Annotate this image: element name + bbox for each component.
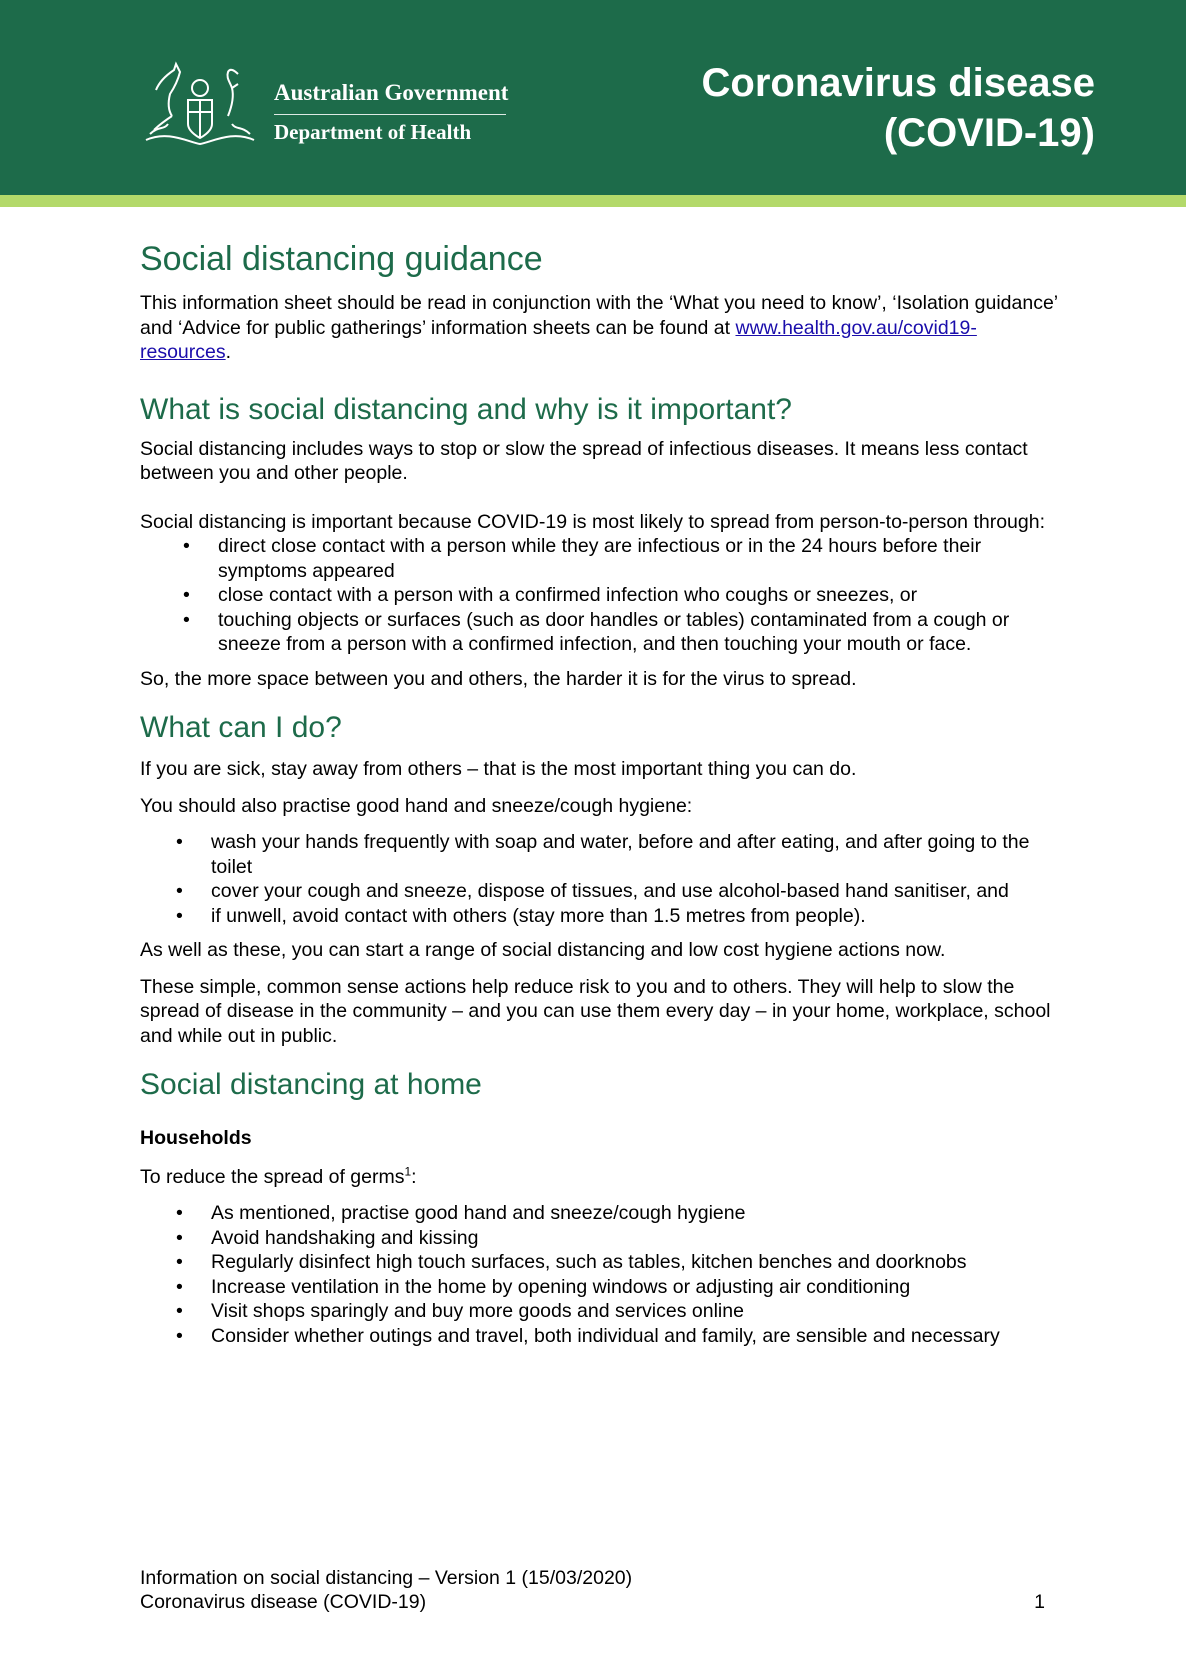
bullet-icon: • [176,1202,183,1224]
list-item [140,904,1060,929]
section-heading-what-can-i-do: What can I do? [140,711,342,744]
list-item-text: Regularly disinfect high touch surfaces, such as tables, kitchen benches and doorknobs [211,1251,967,1273]
intro-text: This information sheet should be read in conjunction with the ‘What you need to know’, ‘Isolation guidance’ and ‘Advice for public gatherings’ information sheets can be found at [140,292,1058,339]
list-item [140,1299,1060,1324]
bullet-icon: • [176,1251,183,1273]
department-name: Department of Health [274,120,472,144]
list-item-text: Increase ventilation in the home by opening windows or adjusting air conditioning [211,1275,911,1298]
banner-title-line1: Coronavirus disease [701,61,1095,105]
list-item-text: wash your hands frequently with soap and water, before and after eating, and after going to the toilet [211,831,1030,878]
intro-paragraph [140,291,1060,365]
page-number: 1 [1034,1591,1045,1613]
bullet-icon: • [176,1324,183,1347]
bullet-icon: • [183,608,190,631]
coat-of-arms-icon [138,60,262,150]
header-accent-stripe [0,195,1186,207]
list-item-text: Avoid handshaking and kissing [211,1226,479,1249]
section-heading-home: Social distancing at home [140,1068,482,1101]
footer-version: Information on social distancing – Version 1 (15/03/2020) [140,1567,633,1589]
bullet-icon: • [183,535,190,557]
paragraph: Social distancing includes ways to stop or slow the spread of infectious diseases. It means less contact between you and other people. [140,437,1028,484]
bullet-icon: • [176,1300,183,1322]
lead-end: : [411,1165,417,1188]
list-item-text: close contact with a person with a confirmed infection who coughs or sneezes, or [218,584,918,606]
bullet-icon: • [176,831,183,853]
section-heading-what-is: What is social distancing and why is it important? [140,392,792,426]
footer-topic: Coronavirus disease (COVID-19) [140,1591,427,1613]
hygiene-list [140,830,1060,928]
bullet-icon: • [176,1226,183,1249]
list-item-text: Consider whether outings and travel, both individual and family, are sensible and necessary [211,1324,1000,1347]
banner-title-line2: (COVID-19) [883,111,1095,155]
list-item [140,879,1060,904]
list-item [140,1250,1060,1275]
paragraph: So, the more space between you and others, the harder it is for the virus to spread. [140,667,857,690]
list-item-text: As mentioned, practise good hand and sneeze/cough hygiene [211,1202,746,1224]
list-item-text: if unwell, avoid contact with others (stay more than 1.5 metres from people). [211,904,866,927]
page-footer [140,1566,1045,1614]
bullet-icon: • [176,880,183,902]
subheading-households: Households [140,1127,252,1149]
list-item [140,830,1060,879]
document-body [140,235,1060,1358]
paragraph: As well as these, you can start a range of social distancing and low cost hygiene actions now. [140,939,946,961]
list-item [140,583,1060,608]
lead-paragraph [140,1165,1060,1190]
list-item-text: touching objects or surfaces (such as door handles or tables) contaminated from a cough or sneeze from a person with a confirmed infection, and then touching your mouth or face. [218,608,1010,655]
banner-title [702,58,1096,158]
spread-list [140,534,1060,657]
households-list [140,1201,1060,1348]
paragraph: If you are sick, stay away from others – that is the most important thing you can do. [140,758,857,780]
footnote-ref: 1 [404,1164,412,1178]
government-name: Australian Government [274,80,509,105]
list-item-text: direct close contact with a person while they are infectious or in the 24 hours before their symptoms appeared [218,535,982,582]
list-item [140,1275,1060,1300]
list-item [140,534,1060,583]
list-item-text: cover your cough and sneeze, dispose of tissues, and use alcohol-based hand sanitiser, and [211,880,1009,902]
list-item [140,1201,1060,1226]
bullet-icon: • [176,1275,183,1298]
lead-text: To reduce the spread of germs [140,1165,405,1188]
list-item-text: Visit shops sparingly and buy more goods and services online [211,1300,744,1322]
paragraph: You should also practise good hand and sneeze/cough hygiene: [140,794,693,817]
bullet-icon: • [176,904,183,927]
logo-divider [274,114,506,115]
list-item [140,1324,1060,1349]
paragraph: These simple, common sense actions help reduce risk to you and to others. They will help to slow the spread of disease in the community – and you can use them every day – in your home, workplace, school and while out in public. [140,975,1051,1047]
bullet-icon: • [183,584,190,606]
page-title: Social distancing guidance [140,240,543,278]
resources-link[interactable]: www.health.gov.au/covid19-resources [140,316,977,363]
paragraph: Social distancing is important because COVID-19 is most likely to spread from person-to-person through: [140,510,1045,533]
list-item [140,608,1060,657]
intro-end: . [225,341,232,363]
list-item [140,1226,1060,1251]
